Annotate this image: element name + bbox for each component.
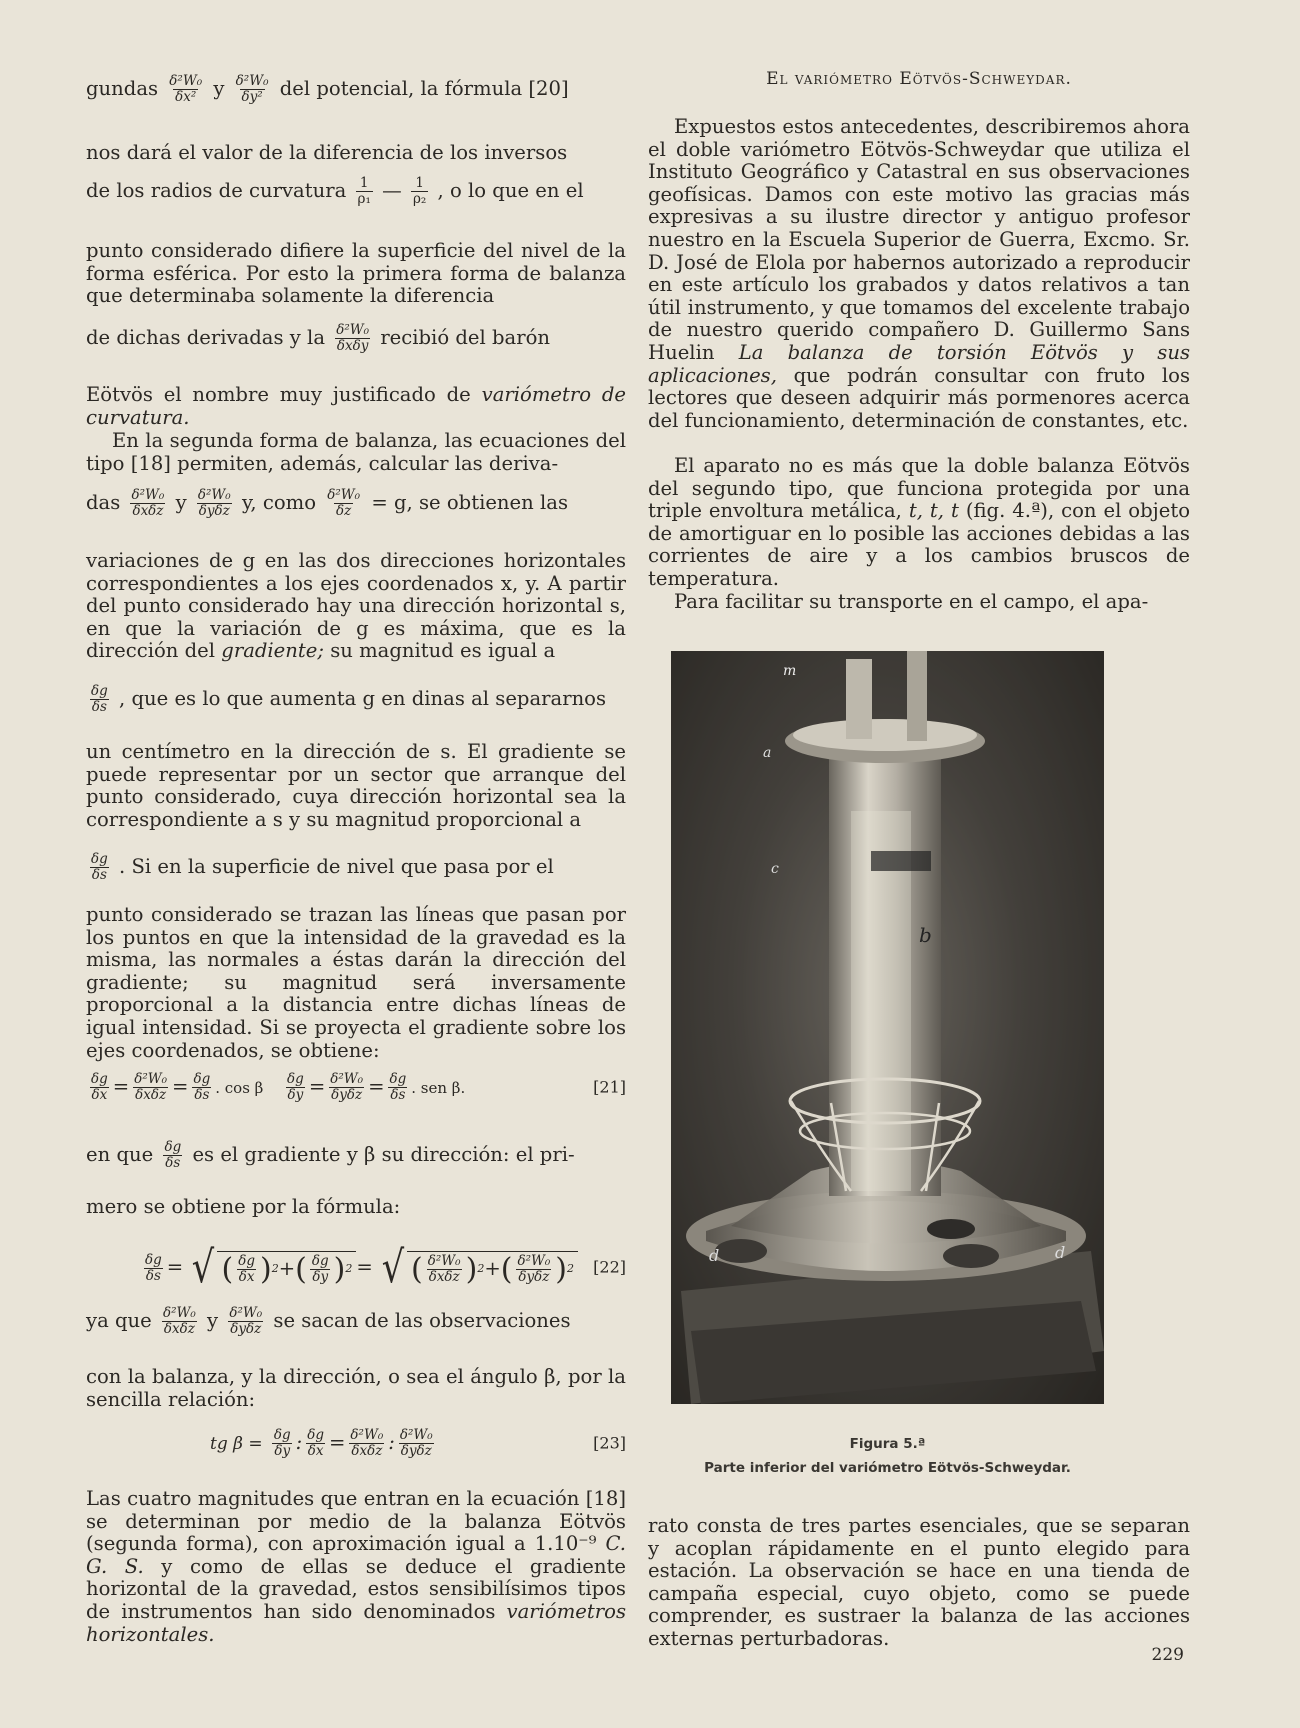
frac-d2w0-dz: $\frac{\text{δ²W₀}}{\delta z}$ xyxy=(327,487,361,519)
frac-d2w0-dxdz: $\frac{\text{δ²W₀}}{\text{δxδz}}$ xyxy=(131,487,165,519)
frac-d2w0-dy2: $\frac{\text{δ²W₀}}{\text{δy²}}$ xyxy=(235,73,269,105)
paragraph: Las cuatro magnitudes que entran en la ecuación [18] se determinan por medio de la balanza Eötvös (segunda forma), con aproximación igual a 1.10⁻⁹ C. G. S. y como de ellas se deduce el gradiente horizontal de la gravedad, estos sensibilísimos tipos de instrumentos han sido denominados variómetros horizontales. xyxy=(86,1487,626,1646)
paragraph: punto considerado difiere la superficie del nivel de la forma esférica. Por esto la primera forma de balanza que determinaba solamente la diferencia xyxy=(86,239,626,308)
figure-caption-text: Parte inferior del variómetro Eötvös-Schweydar. xyxy=(704,1460,1071,1476)
frac-d2w0-dxdy: $\frac{\text{δ²W₀}}{\text{δxδy}}$ xyxy=(336,322,370,354)
text-line: mero se obtiene por la fórmula: xyxy=(86,1195,401,1218)
frac-d2w0-dx2: $\frac{\text{δ²W₀}}{\text{δx²}}$ xyxy=(169,73,203,105)
instrument-illustration xyxy=(671,651,1104,1404)
eq-line-dxdy: de dichas derivadas y la $\frac{\text{δ²W₀}}{\text{δxδy}}$ recibió del barón xyxy=(86,322,550,354)
text-line: nos dará el valor de la diferencia de los inversos xyxy=(86,141,568,164)
figure-5-photo xyxy=(671,651,1104,1404)
frac-d2w0-dydz: $\frac{\text{δ²W₀}}{\text{δyδz}}$ xyxy=(197,487,231,519)
paragraph: con la balanza, y la dirección, o sea el ángulo β, por la sencilla relación: xyxy=(86,1365,626,1411)
eq-line-radii: de los radios de curvatura $\frac{1}{\text{ρ₁}}$ — $\frac{1}{\text{ρ₂}}$ , o lo que en el xyxy=(86,175,584,207)
label-c: c xyxy=(771,861,779,877)
equation-number: [23] xyxy=(593,1433,626,1453)
equation-number: [21] xyxy=(593,1077,626,1097)
eq-line-dg-ds-2: $\frac{\delta g}{\delta s}$ . Si en la superficie de nivel que pasa por el xyxy=(91,851,554,883)
equation-22: $\frac{\delta g}{\delta s}$ = √ ( $\frac{\delta g}{\delta x}$ ) 2 + ( $\frac{\delta g}{\delta y}$ ) 2 = √ ( $\frac{\text{δ²W₀}}{\text{δxδz}}$ ) 2 + ( $\frac{\text{δ²W₀}}{\text{δyδz}}$ ) 2 [22] xyxy=(145,1242,626,1293)
equation-23: tg β = $\frac{\delta g}{\delta y}$ : $\frac{\delta g}{\delta x}$ = $\frac{\text{δ²W₀}}{\text{δxδz}}$ : $\frac{\text{δ²W₀}}{\text{δyδz}}$ [23] xyxy=(210,1427,626,1459)
frac-1-rho1: $\frac{1}{\text{ρ₁}}$ xyxy=(357,175,371,207)
paragraph: En la segunda forma de balanza, las ecuaciones del tipo [18] permiten, además, calcular las deriva- xyxy=(86,429,626,475)
text-line: Para facilitar su transporte en el campo, el apa- xyxy=(674,590,1149,613)
equation-21: $\frac{\delta g}{\delta x}$ = $\frac{\text{δ²W₀}}{\text{δxδz}}$ = $\frac{\delta g}{\delta s}$ . cos β $\frac{\delta g}{\delta y}$ = $\frac{\text{δ²W₀}}{\text{δyδz}}$ = $\frac{\delta g}{\delta s}$ . sen β. [21] xyxy=(91,1071,626,1103)
label-b: b xyxy=(919,923,932,947)
eq-line-derivatives: das $\frac{\text{δ²W₀}}{\text{δxδz}}$ y $\frac{\text{δ²W₀}}{\text{δyδz}}$ y, como $\frac{\text{δ²W₀}}{\delta z}$ = g, se obtienen las xyxy=(86,487,568,519)
paragraph: Eötvös el nombre muy justificado de variómetro de curvatura. xyxy=(86,383,627,429)
paragraph: rato consta de tres partes esenciales, que se separan y acoplan rápidamente en el punto elegido para estación. La observación se hace en una tienda de campaña especial, cuyo objeto, como se puede comprender, es sustraer la balanza de las acciones externas perturbadoras. xyxy=(648,1514,1190,1650)
paragraph: punto considerado se trazan las líneas que pasan por los puntos en que la intensidad de la gravedad es la misma, las normales a éstas darán la dirección del gradiente; su magnitud será inversamente proporcional a la distancia entre dichas líneas de igual intensidad. Si se proyecta el gradiente sobre los ejes coordenados, se obtiene: xyxy=(86,903,626,1062)
frac-dg-ds: $\frac{\delta g}{\delta s}$ xyxy=(164,1139,182,1171)
label-d-right: d xyxy=(1055,1243,1066,1262)
paragraph: variaciones de g en las dos direcciones horizontales correspondientes a los ejes coordenados x, y. A partir del punto considerado hay una dirección horizontal s, en que la variación de g es máxima, que es la dirección del gradiente; su magnitud es igual a xyxy=(86,549,626,663)
paragraph: Expuestos estos antecedentes, describiremos ahora el doble variómetro Eötvös-Schweydar que utiliza el Instituto Geográfico y Catastral en sus observaciones geofísicas. Damos con este motivo las gracias más expresivas a su ilustre director y antiguo profesor nuestro en la Escuela Superior de Guerra, Excmo. Sr. D. José de Elola por habernos autorizado a reproducir en este artículo los grabados y datos relativos a tan útil instrumento, y que tomamos del excelente trabajo de nuestro querido compañero D. Guillermo Sans Huelin La balanza de torsión Eötvös y sus aplicaciones, que podrán consultar con fruto los lectores que deseen adquirir más pormenores acerca del funcionamiento, determinación de constantes, etc. xyxy=(648,115,1191,432)
eq-line-en-que: en que $\frac{\delta g}{\delta s}$ es el gradiente y β su dirección: el pri- xyxy=(86,1139,575,1171)
frac-dg-ds: $\frac{\delta g}{\delta s}$ xyxy=(91,851,108,883)
frac-dg-ds: $\frac{\delta g}{\delta s}$ xyxy=(91,683,108,715)
label-d-left: d xyxy=(709,1246,720,1265)
label-a: a xyxy=(763,745,772,761)
running-head: El variómetro Eötvös-Schweydar. xyxy=(766,69,1072,89)
eq-line-dg-ds: $\frac{\delta g}{\delta s}$ , que es lo que aumenta g en dinas al separarnos xyxy=(91,683,607,715)
eq-line-ya-que: ya que $\frac{\text{δ²W₀}}{\text{δxδz}}$ y $\frac{\text{δ²W₀}}{\text{δyδz}}$ se sacan de las observaciones xyxy=(86,1305,571,1337)
eq-line-1: gundas $\frac{\text{δ²W₀}}{\text{δx²}}$ y $\frac{\text{δ²W₀}}{\text{δy²}}$ del potencial, la fórmula [20] xyxy=(86,73,569,105)
page-number: 229 xyxy=(1151,1645,1184,1665)
paragraph: El aparato no es más que la doble balanza Eötvös del segundo tipo, que funciona protegida por una triple envoltura metálica, t, t, t (fig. 4.ª), con el objeto de amortiguar en lo posible las acciones debidas a las corrientes de aire y a los cambios bruscos de temperatura. xyxy=(648,454,1190,590)
equation-number: [22] xyxy=(593,1257,626,1277)
paragraph: un centímetro en la dirección de s. El gradiente se puede representar por un sector que arranque del punto considerado, cuya dirección horizontal sea la correspondiente a s y su magnitud proporcional a xyxy=(86,740,626,831)
frac-1-rho2: $\frac{1}{\text{ρ₂}}$ xyxy=(412,175,427,207)
label-m: m xyxy=(783,663,797,679)
figure-caption-title: Figura 5.ª xyxy=(849,1436,926,1452)
